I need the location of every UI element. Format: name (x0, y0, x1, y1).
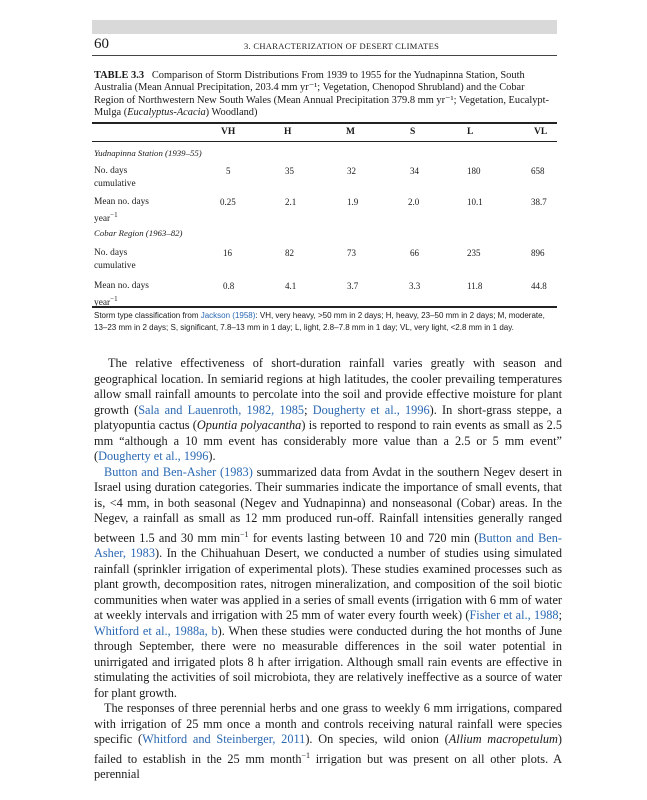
section-title-cobar: Cobar Region (1963–82) (94, 228, 183, 238)
table-cell: 3.3 (409, 281, 421, 291)
table-cell: 73 (347, 248, 356, 258)
table-cell: 0.25 (220, 197, 236, 207)
text-run: The responses of three perennial herbs and one grass to weekly 6 mm irrigations, compared with irrigation of 25 mm once a month and controls receiving natural rainfall were species specific ( (94, 701, 562, 747)
citation-link[interactable]: Button and Ben-Asher, 1983 (94, 530, 562, 561)
row-label-yud-mean: Mean no. days year$^{-1}$ (94, 197, 149, 224)
paragraph (94, 356, 562, 465)
table-caption-text: Comparison of Storm Distributions From 1939 to 1955 for the Yudnapinna Station, South Australia (Mean Annual Precipitation, 203.4 mm yr⁻¹; Vegetation, Chenopod Shrubland) and the Cobar Region of Northwestern New South Wales (Mean Annual Precipitation 379.8 mm yr⁻¹; Vegetation, Eucalypt-Mulga (Eucalyptus-Acacia) Woodland) (94, 70, 549, 119)
citation-link[interactable]: Sala and Lauenroth, 1982, 1985 (138, 402, 305, 417)
page-number: 60 (94, 36, 109, 52)
citation-link[interactable]: Whitford et al., 1988a, b (94, 623, 218, 638)
table-top-rule (92, 122, 557, 124)
table-cell: 3.7 (347, 281, 359, 291)
species-name: Opuntia polyacantha (196, 418, 302, 432)
col-header-vh: VH (221, 127, 236, 137)
table-cell: 0.8 (223, 281, 235, 291)
table-cell: 32 (347, 166, 356, 176)
text-run: irrigation but was present on all other plots. A perennial (94, 751, 562, 782)
table-cell: 44.8 (531, 281, 547, 291)
text-run: The relative effectiveness of short-duration rainfall varies greatly with season and geographical location. In semiarid regions at high latitudes, the cooler prevailing temperatures allow small rainfall amounts to percolate into the soil and provide effective moisture for plant growth ( (94, 356, 562, 417)
table-cell: 896 (531, 248, 545, 258)
text-run: ) failed to establish in the 25 mm month (94, 732, 563, 766)
table-cell: 235 (467, 248, 481, 258)
text-run: summarized data from Avdat in the southern Negev desert in Israel using duration categories. Their summaries indicate the importance of small events, that is, <4 mm, in both seasonal (Negev and Yudnapinna) and nonseasonal (Cobar) areas. In the Negev, a rainfall as small as 12 mm produced run-off. Rainfall intensities generally ranged between 1.5 and 30 mm min (94, 464, 563, 545)
text-run: ; (558, 608, 562, 623)
row-label-cobar-cumulative: No. days cumulative (94, 248, 136, 271)
species-name: Allium macropetulum (448, 732, 558, 747)
section-title-yudnapinna: Yudnapinna Station (1939–55) (94, 148, 202, 158)
table-cell: 35 (285, 166, 294, 176)
text-run: ). On species, wild onion ( (305, 732, 449, 747)
footnote-text: Storm type classification from (94, 311, 201, 320)
text-run: ). When these studies were conducted during the hot months of June through September, there were no measurable differences in the soil water potential in unirrigated and irrigated plots 8 h after irrigation. Although small rain events are effective in stimulating the activities of soil microbiota, they are relatively ineffective as a source of water for plant growth. (94, 623, 563, 700)
col-header-l: L (467, 127, 474, 137)
text-run: ). (208, 449, 216, 463)
header-bar (92, 20, 557, 34)
row-label-yud-cumulative: No. days cumulative (94, 166, 136, 189)
table-cell: 16 (223, 248, 232, 258)
table-caption-label: TABLE 3.3 (94, 70, 145, 81)
table-footnote (94, 310, 559, 333)
table-cell: 4.1 (285, 281, 297, 291)
citation-link[interactable]: Dougherty et al., 1996 (312, 402, 430, 417)
col-header-s: S (410, 127, 416, 137)
table-cell: 82 (285, 248, 294, 258)
table-cell: 1.9 (347, 197, 359, 207)
table-bottom-rule (92, 306, 557, 308)
table-cell: 180 (467, 166, 481, 176)
col-header-m: M (346, 127, 355, 137)
exponent: −1 (240, 529, 249, 539)
body-text (94, 356, 562, 783)
text-run: ) is reported to respond to rain events as small as 2.5 mm “although a 10 mm event has considerably more value than a 2.5 or 5 mm event” ( (94, 418, 562, 463)
footnote-citation-link[interactable]: Jackson (1958) (200, 311, 256, 320)
text-run: ). In the Chihuahuan Desert, we conducted a number of studies using simulated rainfall (sprinkler irrigation of experimental plots). These studies examined processes such as plant growth, decomposition rates, nitrogen mineralization, and composition of the soil biotic communities when water was applied in a series of small events (irrigation with 6 mm of water at weekly intervals and irrigation with 25 mm of water every fourth week) ( (94, 546, 562, 623)
paragraph (94, 701, 562, 783)
label-exponent: −1 (110, 294, 118, 303)
table-header-rule (92, 141, 557, 142)
table-cell: 38.7 (531, 197, 547, 207)
table-cell: 10.1 (467, 197, 483, 207)
text-run: ; (304, 402, 313, 417)
text-run: ). In short-grass steppe, a platyopuntia cactus ( (94, 402, 562, 432)
table-cell: 11.8 (467, 281, 483, 291)
paragraph (94, 465, 562, 702)
text-run: for events lasting between 10 and 720 min ( (248, 530, 479, 545)
citation-link[interactable]: Fisher et al., 1988 (469, 608, 559, 623)
table-cell: 2.0 (408, 197, 420, 207)
table-cell: 66 (410, 248, 419, 258)
table-caption (94, 70, 556, 120)
exponent: −1 (301, 750, 311, 760)
footnote-text: : VH, very heavy, >50 mm in 2 days; H, heavy, 23–50 mm in 2 days; M, moderate, 13–23 mm in 2 days; S, significant, 7.8–13 mm in 1 day; L, light, 2.8–7.8 mm in 1 day; VL, very light, <2.8 mm in 1 day. (94, 311, 545, 332)
caption-genus: Eucalyptus-Acacia (127, 107, 206, 119)
table-cell: 658 (531, 166, 545, 176)
col-header-vl: VL (534, 127, 548, 137)
table-cell: 2.1 (285, 197, 297, 207)
table-cell: 34 (410, 166, 419, 176)
header-rule (92, 55, 557, 56)
citation-link[interactable]: Whitford and Steinberger, 2011 (142, 732, 306, 747)
table-cell: 5 (226, 166, 231, 176)
citation-link[interactable]: Button and Ben-Asher (1983) (104, 464, 253, 479)
row-label-cobar-mean: Mean no. days year$^{-1}$ (94, 281, 149, 308)
col-header-h: H (284, 127, 292, 137)
running-head: 3. CHARACTERIZATION OF DESERT CLIMATES (244, 41, 440, 51)
label-exponent: −1 (110, 210, 118, 219)
citation-link[interactable]: Dougherty et al., 1996 (98, 449, 209, 463)
